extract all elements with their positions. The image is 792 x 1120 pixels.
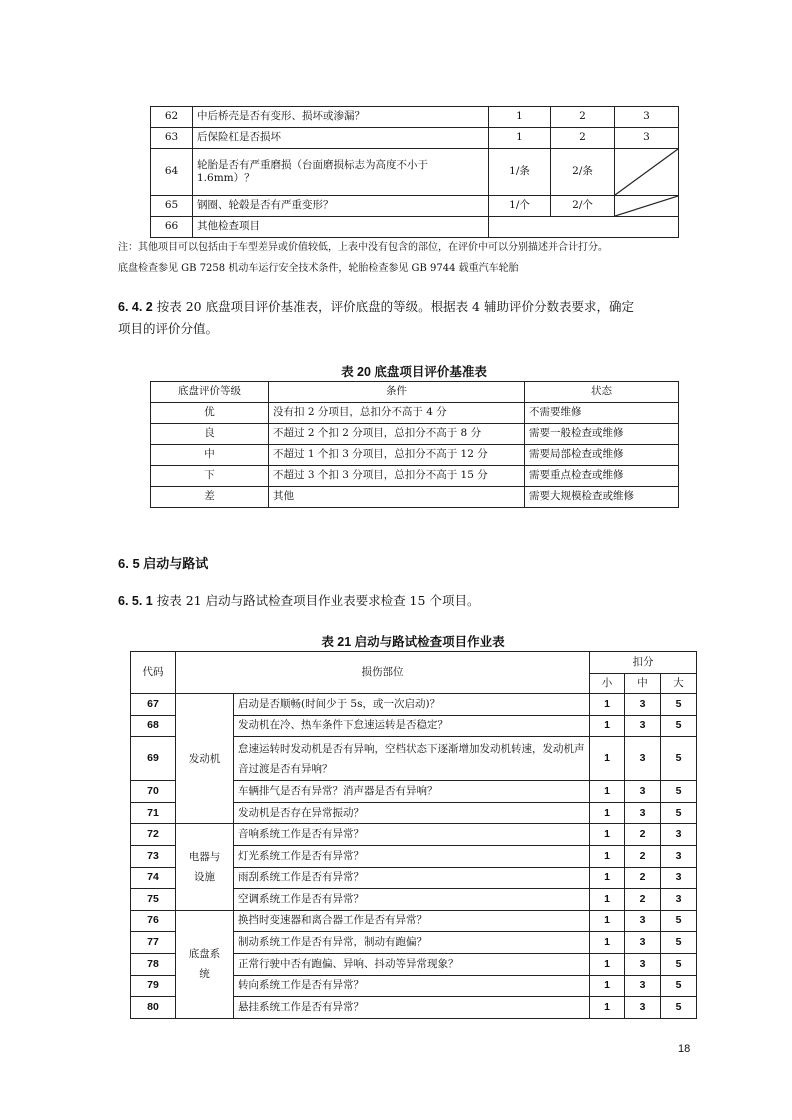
row-code: 80 [131, 997, 176, 1019]
table-row [151, 217, 679, 238]
score-small: 1 [590, 997, 625, 1019]
grade-cell: 良 [151, 424, 269, 445]
score-1: 1/条 [489, 149, 551, 196]
section-heading-6-5: 6. 5 启动与路试 [118, 556, 209, 571]
score-large: 5 [661, 932, 697, 954]
status-cell: 不需要维修 [525, 403, 679, 424]
group-label: 发动机 [176, 694, 234, 824]
header-code: 代码 [131, 652, 176, 694]
score-small: 1 [590, 694, 625, 716]
condition-cell: 没有扣 2 分项目，总扣分不高于 4 分 [269, 403, 525, 424]
row-code: 76 [131, 910, 176, 932]
score-large: 5 [661, 694, 697, 716]
table-row [151, 487, 679, 508]
header-small: 小 [590, 674, 625, 694]
score-small: 1 [590, 802, 625, 824]
section-number: 6. 4. 2 [118, 300, 153, 314]
table-20-header: 状态 [525, 382, 679, 403]
grade-cell: 优 [151, 403, 269, 424]
score-small: 1 [590, 953, 625, 975]
note-line-2: 底盘检查参见 GB 7258 机动车运行安全技术条件，轮胎检查参见 GB 9744 载重汽车轮胎 [118, 263, 519, 274]
table-row [151, 466, 679, 487]
table-row [151, 149, 679, 196]
row-item: 音响系统工作是否有异常？ [234, 824, 590, 846]
score-large: 3 [661, 867, 697, 889]
table-row [151, 424, 679, 445]
table-row [151, 403, 679, 424]
condition-cell: 不超过 1 个扣 3 分项目，总扣分不高于 12 分 [269, 445, 525, 466]
score-large: 3 [661, 889, 697, 911]
score-mid: 2 [625, 889, 661, 911]
score-mid: 3 [625, 715, 661, 737]
score-large: 5 [661, 953, 697, 975]
score-small: 1 [590, 910, 625, 932]
score-mid: 3 [625, 737, 661, 781]
row-item: 转向系统工作是否有异常？ [234, 975, 590, 997]
header-part: 损伤部位 [176, 652, 590, 694]
table-row [151, 196, 679, 217]
row-item: 启动是否顺畅(时间少于 5s，或一次启动)？ [234, 694, 590, 716]
row-code: 63 [151, 128, 193, 149]
paragraph-6-4-2 [118, 296, 688, 340]
paragraph-text-cont: 项目的评价分值。 [118, 321, 219, 336]
row-item: 后保险杠是否损坏 [193, 128, 489, 149]
table-20-header: 条件 [269, 382, 525, 403]
row-code: 68 [131, 715, 176, 737]
table-row [151, 128, 679, 149]
row-item: 中后桥壳是否有变形、损坏或渗漏？ [193, 107, 489, 128]
score-3 [615, 149, 679, 196]
row-code: 73 [131, 845, 176, 867]
table-21 [130, 651, 697, 1019]
row-item: 空调系统工作是否有异常？ [234, 889, 590, 911]
status-cell: 需要重点检查或维修 [525, 466, 679, 487]
row-code: 65 [151, 196, 193, 217]
score-1: 1/个 [489, 196, 551, 217]
row-item: 雨刮系统工作是否有异常？ [234, 867, 590, 889]
row-item: 灯光系统工作是否有异常？ [234, 845, 590, 867]
row-code: 69 [131, 737, 176, 781]
score-small: 1 [590, 715, 625, 737]
score-mid: 3 [625, 975, 661, 997]
score-1: 1 [489, 128, 551, 149]
group-label: 底盘系统 [176, 910, 234, 1018]
score-mid: 3 [625, 953, 661, 975]
score-small: 1 [590, 932, 625, 954]
score-3: 3 [615, 107, 679, 128]
row-code: 75 [131, 889, 176, 911]
score-2: 2 [551, 128, 615, 149]
table-21-caption: 表 21 启动与路试检查项目作业表 [321, 635, 505, 649]
score-small: 1 [590, 867, 625, 889]
row-code: 72 [131, 824, 176, 846]
row-item: 轮胎是否有严重磨损（台面磨损标志为高度不小于1.6mm）？ [193, 149, 489, 196]
table-row [131, 694, 697, 716]
diagonal-slash [615, 196, 678, 216]
score-large: 3 [661, 824, 697, 846]
score-large: 5 [661, 802, 697, 824]
row-code: 71 [131, 802, 176, 824]
score-small: 1 [590, 845, 625, 867]
grade-cell: 差 [151, 487, 269, 508]
score-mid: 2 [625, 824, 661, 846]
score-large: 5 [661, 737, 697, 781]
score-mid: 3 [625, 781, 661, 803]
score-large: 5 [661, 910, 697, 932]
score-large: 5 [661, 715, 697, 737]
status-cell: 需要局部检查或维修 [525, 445, 679, 466]
row-code: 67 [131, 694, 176, 716]
row-item: 制动系统工作是否有异常，制动有跑偏？ [234, 932, 590, 954]
empty-score-cell [489, 217, 679, 238]
group-label: 电器与设施 [176, 824, 234, 910]
row-item: 正常行驶中否有跑偏、异响、抖动等异常现象？ [234, 953, 590, 975]
score-small: 1 [590, 889, 625, 911]
header-large: 大 [661, 674, 697, 694]
score-1: 1 [489, 107, 551, 128]
score-large: 5 [661, 781, 697, 803]
score-small: 1 [590, 975, 625, 997]
condition-cell: 不超过 2 个扣 2 分项目，总扣分不高于 8 分 [269, 424, 525, 445]
table-20-caption: 表 20 底盘项目评价基准表 [341, 365, 487, 379]
score-mid: 3 [625, 802, 661, 824]
table-row [151, 445, 679, 466]
note-line-1: 注：其他项目可以包括由于车型差异或价值较低，上表中没有包含的部位，在评价中可以分别描述并合计打分。 [118, 242, 608, 253]
score-mid: 3 [625, 997, 661, 1019]
status-cell: 需要一般检查或维修 [525, 424, 679, 445]
score-2: 2/个 [551, 196, 615, 217]
condition-cell: 其他 [269, 487, 525, 508]
score-small: 1 [590, 824, 625, 846]
header-deduct: 扣分 [590, 652, 697, 674]
condition-cell: 不超过 3 个扣 3 分项目，总扣分不高于 15 分 [269, 466, 525, 487]
score-large: 5 [661, 997, 697, 1019]
table-row [151, 107, 679, 128]
grade-cell: 中 [151, 445, 269, 466]
row-item: 其他检查项目 [193, 217, 489, 238]
row-code: 70 [131, 781, 176, 803]
paragraph-text: 按表 21 启动与路试检查项目作业表要求检查 15 个项目。 [156, 593, 480, 608]
row-code: 78 [131, 953, 176, 975]
section-number: 6. 5. 1 [118, 594, 153, 608]
header-mid: 中 [625, 674, 661, 694]
score-mid: 3 [625, 910, 661, 932]
row-code: 64 [151, 149, 193, 196]
score-2: 2 [551, 107, 615, 128]
table-row [131, 910, 697, 932]
score-mid: 3 [625, 932, 661, 954]
row-item: 换挡时变速器和离合器工作是否有异常？ [234, 910, 590, 932]
status-cell: 需要大规模检查或维修 [525, 487, 679, 508]
row-item: 钢圈、轮毂是否有严重变形？ [193, 196, 489, 217]
score-mid: 3 [625, 694, 661, 716]
score-large: 5 [661, 975, 697, 997]
row-code: 79 [131, 975, 176, 997]
score-3 [615, 196, 679, 217]
row-item: 悬挂系统工作是否有异常？ [234, 997, 590, 1019]
row-code: 77 [131, 932, 176, 954]
score-large: 3 [661, 845, 697, 867]
score-small: 1 [590, 737, 625, 781]
row-item: 发动机是否存在异常振动？ [234, 802, 590, 824]
row-code: 62 [151, 107, 193, 128]
row-code: 74 [131, 867, 176, 889]
paragraph-text: 按表 20 底盘项目评价基准表，评价底盘的等级。根据表 4 辅助评价分数表要求，确定 [156, 299, 634, 314]
table-note [118, 238, 718, 274]
table-20-header: 底盘评价等级 [151, 382, 269, 403]
row-item: 车辆排气是否有异常？消声器是否有异响？ [234, 781, 590, 803]
score-mid: 2 [625, 845, 661, 867]
row-item: 发动机在冷、热车条件下怠速运转是否稳定？ [234, 715, 590, 737]
diagonal-slash [615, 149, 678, 195]
table-20 [150, 381, 679, 508]
row-item: 怠速运转时发动机是否有异响，空档状态下逐渐增加发动机转速，发动机声音过渡是否有异响？ [234, 737, 590, 781]
score-small: 1 [590, 781, 625, 803]
chassis-items-table [150, 106, 679, 238]
score-mid: 2 [625, 867, 661, 889]
paragraph-6-5-1 [118, 590, 688, 612]
grade-cell: 下 [151, 466, 269, 487]
score-3: 3 [615, 128, 679, 149]
page-number: 18 [678, 1043, 691, 1055]
score-2: 2/条 [551, 149, 615, 196]
table-row [131, 824, 697, 846]
row-code: 66 [151, 217, 193, 238]
